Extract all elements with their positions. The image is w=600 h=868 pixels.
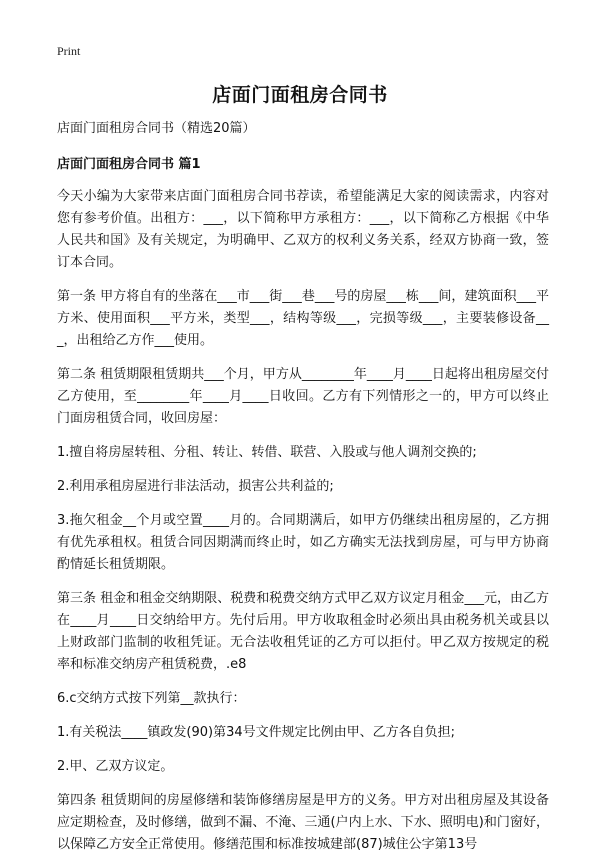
paragraph-article-3: 第三条 租金和租金交纳期限、税费和税费交纳方式甲乙双方议定月租金___元，由乙方在____月____日交纳给甲方。先付后用。甲方收取租金时必须出具由税务机关或县以上财政部门监制的收租凭证。无合法收租凭证的乙方可以拒付。甲乙双方按规定的税率和标准交纳房产租赁税费，.e8 (57, 591, 549, 672)
document-title: 店面门面租房合同书 (212, 84, 388, 106)
paragraph-item-2: 2.利用承租房屋进行非法活动，损害公共利益的; (57, 479, 334, 494)
paragraph-article-1: 第一条 甲方将自有的坐落在___市___街___巷___号的房屋___栋___间，建筑面积___平方米、使用面积___平方米，类型___，结构等级___，完损等级___，主要装修设备___，出租给乙方作___使用。 (57, 289, 549, 348)
paragraph-payment-2: 2.甲、乙双方议定。 (57, 759, 174, 774)
print-link[interactable]: Print (57, 44, 81, 58)
document-subtitle: 店面门面租房合同书（精选20篇） (57, 121, 256, 136)
paragraph-intro: 今天小编为大家带来店面门面租房合同书荐读，希望能满足大家的阅读需求，内容对您有参考价值。出租方：___，以下简称甲方承租方：___，以下简称乙方根据《中华人民共和国》及有关规定，为明确甲、乙双方的权利义务关系，经双方协商一致，签订本合同。 (57, 189, 549, 270)
section-heading: 店面门面租房合同书 篇1 (57, 157, 201, 172)
paragraph-item-1: 1.擅自将房屋转租、分租、转让、转借、联营、入股或与他人调剂交换的; (57, 445, 477, 460)
paragraph-payment-1: 1.有关税法____镇政发(90)第34号文件规定比例由甲、乙方各自负担; (57, 725, 456, 740)
paragraph-article-2: 第二条 租赁期限租赁期共___个月，甲方从________年____月____日起将出租房屋交付乙方使用，至________年____月____日收回。乙方有下列情形之一的，甲方可以终止门面房租赁合同，收回房屋： (57, 367, 549, 426)
paragraph-article-4: 第四条 租赁期间的房屋修缮和装饰修缮房屋是甲方的义务。甲方对出租房屋及其设备应定期检查，及时修缮，做到不漏、不淹、三通(户内上水、下水、照明电)和门窗好，以保障乙方安全正常使用。修缮范围和标准按城建部(87)城住公字第13号 (57, 793, 549, 852)
paragraph-payment-method: 6.c交纳方式按下列第__款执行： (57, 691, 246, 706)
paragraph-item-3: 3.拖欠租金__个月或空置____月的。合同期满后，如甲方仍继续出租房屋的，乙方拥有优先承租权。租赁合同因期满而终止时，如乙方确实无法找到房屋，可与甲方协商酌情延长租赁期限。 (57, 513, 549, 572)
document-body (57, 118, 549, 868)
